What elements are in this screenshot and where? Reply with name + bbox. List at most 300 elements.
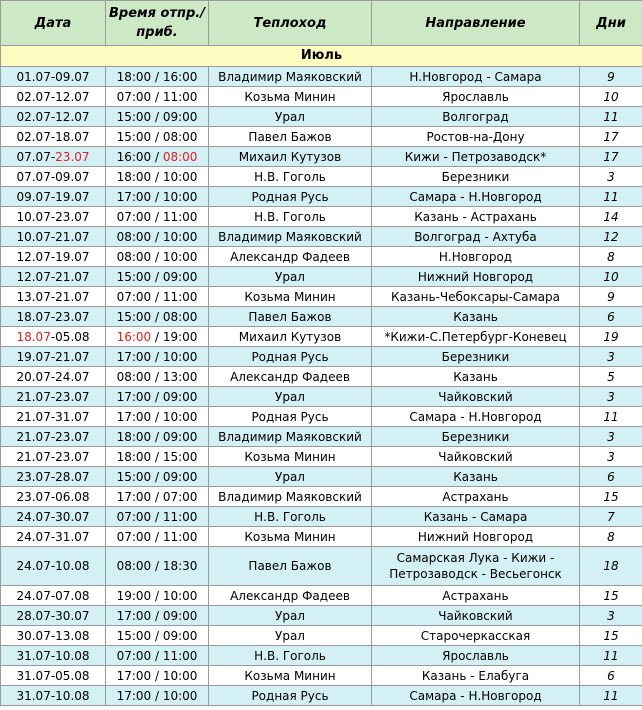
header-days: Дни xyxy=(580,1,642,46)
cell-route: Ярославль xyxy=(372,646,580,666)
time-arrive: 19:00 xyxy=(162,329,198,344)
cell-days: 10 xyxy=(580,267,642,287)
time-depart: 17:00 xyxy=(116,668,152,683)
date-end: 19.07 xyxy=(55,249,90,264)
cell-days: 18 xyxy=(580,547,642,586)
table-row xyxy=(1,307,642,327)
cell-time: 17:00 / 07:00 xyxy=(106,487,209,507)
time-depart: 19:00 xyxy=(116,588,152,603)
cell-route: Нижний Новгород xyxy=(372,527,580,547)
cell-date: 12.07-21.07 xyxy=(1,267,106,287)
time-arrive: 08:00 xyxy=(162,309,198,324)
header-time: Время отпр./приб. xyxy=(106,1,209,46)
cell-time: 08:00 / 10:00 xyxy=(106,227,209,247)
time-arrive: 11:00 xyxy=(162,509,198,524)
table-row xyxy=(1,527,642,547)
cell-days: 15 xyxy=(580,626,642,646)
date-end: 09.07 xyxy=(55,169,90,184)
cell-ship: Михаил Кутузов xyxy=(209,327,372,347)
table-row xyxy=(1,387,642,407)
table-row xyxy=(1,407,642,427)
cell-date: 10.07-23.07 xyxy=(1,207,106,227)
cell-date: 23.07-06.08 xyxy=(1,487,106,507)
cell-ship: Урал xyxy=(209,606,372,626)
cell-days: 17 xyxy=(580,147,642,167)
cell-ship: Н.В. Гоголь xyxy=(209,207,372,227)
date-end: 09.07 xyxy=(55,69,90,84)
table-row xyxy=(1,187,642,207)
time-arrive: 10:00 xyxy=(162,249,198,264)
cell-date: 13.07-21.07 xyxy=(1,287,106,307)
date-end: 10.08 xyxy=(55,559,90,573)
date-start: 12.07 xyxy=(16,249,51,264)
cell-time: 07:00 / 11:00 xyxy=(106,287,209,307)
cell-days: 8 xyxy=(580,247,642,267)
cell-time: 15:00 / 09:00 xyxy=(106,626,209,646)
cell-route: Ростов-на-Дону xyxy=(372,127,580,147)
cell-route: Казань - Елабуга xyxy=(372,666,580,686)
cell-time: 18:00 / 16:00 xyxy=(106,67,209,87)
cell-route: *Кижи-С.Петербург-Коневец xyxy=(372,327,580,347)
time-depart: 16:00 xyxy=(116,329,152,344)
table-row xyxy=(1,247,642,267)
time-depart: 08:00 xyxy=(116,249,152,264)
cell-time: 07:00 / 11:00 xyxy=(106,207,209,227)
header-route: Направление xyxy=(372,1,580,46)
cell-route: Самара - Н.Новгород xyxy=(372,686,580,706)
cell-date: 01.07-09.07 xyxy=(1,67,106,87)
cell-date: 02.07-12.07 xyxy=(1,87,106,107)
cell-date: 02.07-12.07 xyxy=(1,107,106,127)
time-depart: 07:00 xyxy=(116,289,152,304)
cell-date: 09.07-19.07 xyxy=(1,187,106,207)
cell-days: 14 xyxy=(580,207,642,227)
cell-route: Н.Новгород xyxy=(372,247,580,267)
date-start: 07.07 xyxy=(16,169,51,184)
cell-ship: Урал xyxy=(209,387,372,407)
time-arrive: 09:00 xyxy=(162,269,198,284)
cell-time: 08:00 / 18:30 xyxy=(106,547,209,586)
cell-ship: Урал xyxy=(209,467,372,487)
date-end: 12.07 xyxy=(55,89,90,104)
cell-ship: Н.В. Гоголь xyxy=(209,167,372,187)
time-arrive: 10:00 xyxy=(162,409,198,424)
cell-ship: Козьма Минин xyxy=(209,287,372,307)
date-start: 09.07 xyxy=(16,189,51,204)
date-start: 10.07 xyxy=(16,229,51,244)
table-row xyxy=(1,287,642,307)
cell-date: 10.07-21.07 xyxy=(1,227,106,247)
cell-ship: Урал xyxy=(209,267,372,287)
date-end: 21.07 xyxy=(55,289,90,304)
cell-days: 19 xyxy=(580,327,642,347)
cell-route: Чайковский xyxy=(372,606,580,626)
table-row xyxy=(1,666,642,686)
cell-route: Нижний Новгород xyxy=(372,267,580,287)
cell-days: 9 xyxy=(580,67,642,87)
time-arrive: 09:00 xyxy=(162,109,198,124)
cell-date: 31.07-05.08 xyxy=(1,666,106,686)
date-end: 23.07 xyxy=(55,449,90,464)
cell-days: 6 xyxy=(580,467,642,487)
table-row xyxy=(1,427,642,447)
cell-route: Астрахань xyxy=(372,487,580,507)
date-end: 31.07 xyxy=(55,409,90,424)
header-row xyxy=(1,1,642,46)
time-arrive: 16:00 xyxy=(162,69,198,84)
cell-days: 11 xyxy=(580,407,642,427)
cell-date: 18.07-05.08 xyxy=(1,327,106,347)
date-end: 21.07 xyxy=(55,349,90,364)
date-start: 31.07 xyxy=(16,688,51,703)
cell-days: 10 xyxy=(580,87,642,107)
cell-time: 07:00 / 11:00 xyxy=(106,646,209,666)
cell-ship: Павел Бажов xyxy=(209,547,372,586)
cell-date: 21.07-23.07 xyxy=(1,387,106,407)
cell-ship: Родная Русь xyxy=(209,686,372,706)
cell-days: 12 xyxy=(580,227,642,247)
cell-time: 16:00 / 19:00 xyxy=(106,327,209,347)
time-depart: 08:00 xyxy=(116,229,152,244)
time-arrive: 11:00 xyxy=(162,209,198,224)
table-row xyxy=(1,347,642,367)
cell-days: 3 xyxy=(580,606,642,626)
time-depart: 07:00 xyxy=(116,509,152,524)
time-arrive: 11:00 xyxy=(162,648,198,663)
date-end: 10.08 xyxy=(55,688,90,703)
time-depart: 15:00 xyxy=(116,469,152,484)
date-end: 23.07 xyxy=(55,429,90,444)
cell-ship: Александр Фадеев xyxy=(209,586,372,606)
cell-ship: Урал xyxy=(209,626,372,646)
schedule-body xyxy=(1,46,642,706)
cell-time: 17:00 / 10:00 xyxy=(106,686,209,706)
time-depart: 17:00 xyxy=(116,189,152,204)
cell-date: 23.07-28.07 xyxy=(1,467,106,487)
time-arrive: 09:00 xyxy=(162,469,198,484)
time-arrive: 09:00 xyxy=(162,628,198,643)
time-arrive: 10:00 xyxy=(162,169,198,184)
cell-time: 15:00 / 09:00 xyxy=(106,467,209,487)
cell-time: 15:00 / 08:00 xyxy=(106,127,209,147)
time-depart: 07:00 xyxy=(116,648,152,663)
cell-time: 08:00 / 10:00 xyxy=(106,247,209,267)
time-arrive: 11:00 xyxy=(162,289,198,304)
date-end: 28.07 xyxy=(55,469,90,484)
table-row xyxy=(1,606,642,626)
table-row xyxy=(1,327,642,347)
cell-route: Казань xyxy=(372,307,580,327)
cell-days: 11 xyxy=(580,107,642,127)
cell-route: Самара - Н.Новгород xyxy=(372,187,580,207)
cell-days: 17 xyxy=(580,127,642,147)
date-end: 24.07 xyxy=(55,369,90,384)
table-row xyxy=(1,447,642,467)
date-start: 31.07 xyxy=(16,668,51,683)
time-depart: 08:00 xyxy=(116,559,152,573)
table-row xyxy=(1,147,642,167)
time-depart: 07:00 xyxy=(116,209,152,224)
table-row xyxy=(1,547,642,586)
date-start: 02.07 xyxy=(16,109,51,124)
cell-days: 5 xyxy=(580,367,642,387)
cell-days: 3 xyxy=(580,427,642,447)
cell-ship: Урал xyxy=(209,107,372,127)
table-row xyxy=(1,207,642,227)
cell-date: 24.07-07.08 xyxy=(1,586,106,606)
cell-date: 24.07-30.07 xyxy=(1,507,106,527)
date-start: 18.07 xyxy=(16,309,51,324)
date-end: 21.07 xyxy=(55,229,90,244)
cell-route: Чайковский xyxy=(372,447,580,467)
cell-ship: Н.В. Гоголь xyxy=(209,646,372,666)
cell-ship: Родная Русь xyxy=(209,407,372,427)
date-start: 24.07 xyxy=(16,559,51,573)
date-end: 10.08 xyxy=(55,648,90,663)
date-start: 10.07 xyxy=(16,209,51,224)
date-end: 21.07 xyxy=(55,269,90,284)
cell-days: 3 xyxy=(580,167,642,187)
cell-ship: Родная Русь xyxy=(209,187,372,207)
cell-days: 11 xyxy=(580,646,642,666)
time-arrive: 10:00 xyxy=(162,688,198,703)
table-row xyxy=(1,367,642,387)
date-start: 23.07 xyxy=(16,489,51,504)
cell-time: 17:00 / 10:00 xyxy=(106,407,209,427)
month-row xyxy=(1,46,642,67)
cell-ship: Н.В. Гоголь xyxy=(209,507,372,527)
date-start: 02.07 xyxy=(16,129,51,144)
cell-time: 15:00 / 09:00 xyxy=(106,267,209,287)
date-end: 18.07 xyxy=(55,129,90,144)
cell-date: 28.07-30.07 xyxy=(1,606,106,626)
cell-days: 6 xyxy=(580,307,642,327)
cell-ship: Михаил Кутузов xyxy=(209,147,372,167)
date-start: 18.07 xyxy=(16,329,51,344)
table-row xyxy=(1,267,642,287)
cell-date: 21.07-31.07 xyxy=(1,407,106,427)
cell-time: 18:00 / 15:00 xyxy=(106,447,209,467)
time-arrive: 09:00 xyxy=(162,389,198,404)
date-end: 12.07 xyxy=(55,109,90,124)
date-end: 23.07 xyxy=(55,209,90,224)
date-start: 02.07 xyxy=(16,89,51,104)
cell-ship: Владимир Маяковский xyxy=(209,67,372,87)
date-end: 31.07 xyxy=(55,529,90,544)
time-depart: 15:00 xyxy=(116,628,152,643)
cell-time: 18:00 / 10:00 xyxy=(106,167,209,187)
cell-time: 17:00 / 09:00 xyxy=(106,387,209,407)
date-start: 21.07 xyxy=(16,409,51,424)
cell-route: Березники xyxy=(372,347,580,367)
cell-date: 20.07-24.07 xyxy=(1,367,106,387)
cell-days: 3 xyxy=(580,347,642,367)
time-depart: 18:00 xyxy=(116,449,152,464)
time-depart: 17:00 xyxy=(116,349,152,364)
date-start: 19.07 xyxy=(16,349,51,364)
time-arrive: 10:00 xyxy=(162,229,198,244)
cell-route: Волгоград xyxy=(372,107,580,127)
table-row xyxy=(1,167,642,187)
time-arrive: 18:30 xyxy=(162,559,198,573)
time-depart: 17:00 xyxy=(116,409,152,424)
table-row xyxy=(1,467,642,487)
date-start: 30.07 xyxy=(16,628,51,643)
cell-days: 7 xyxy=(580,507,642,527)
time-arrive: 08:00 xyxy=(162,129,198,144)
cell-route: Березники xyxy=(372,167,580,187)
cell-time: 17:00 / 10:00 xyxy=(106,347,209,367)
cell-ship: Козьма Минин xyxy=(209,666,372,686)
date-start: 28.07 xyxy=(16,608,51,623)
cell-route: Кижи - Петрозаводск* xyxy=(372,147,580,167)
time-depart: 07:00 xyxy=(116,529,152,544)
time-arrive: 13:00 xyxy=(162,369,198,384)
cell-route: Ярославль xyxy=(372,87,580,107)
cell-ship: Павел Бажов xyxy=(209,307,372,327)
time-arrive: 10:00 xyxy=(162,349,198,364)
cell-route: Самарская Лука - Кижи - Петрозаводск - Весьегонск xyxy=(372,547,580,586)
table-row xyxy=(1,586,642,606)
cell-date: 30.07-13.08 xyxy=(1,626,106,646)
time-arrive: 09:00 xyxy=(162,608,198,623)
table-row xyxy=(1,686,642,706)
cell-time: 08:00 / 13:00 xyxy=(106,367,209,387)
cell-route: Казань xyxy=(372,467,580,487)
cell-ship: Владимир Маяковский xyxy=(209,487,372,507)
date-start: 21.07 xyxy=(16,449,51,464)
cell-days: 3 xyxy=(580,447,642,467)
time-depart: 15:00 xyxy=(116,269,152,284)
table-row xyxy=(1,87,642,107)
cell-date: 18.07-23.07 xyxy=(1,307,106,327)
cell-time: 18:00 / 09:00 xyxy=(106,427,209,447)
cell-time: 07:00 / 11:00 xyxy=(106,87,209,107)
date-end: 23.07 xyxy=(55,309,90,324)
date-start: 24.07 xyxy=(16,509,51,524)
table-row xyxy=(1,646,642,666)
cell-time: 07:00 / 11:00 xyxy=(106,527,209,547)
cell-route: Чайковский xyxy=(372,387,580,407)
cell-ship: Козьма Минин xyxy=(209,87,372,107)
time-depart: 17:00 xyxy=(116,688,152,703)
cell-ship: Козьма Минин xyxy=(209,527,372,547)
header-ship: Теплоход xyxy=(209,1,372,46)
time-depart: 15:00 xyxy=(116,309,152,324)
cell-days: 9 xyxy=(580,287,642,307)
cell-route: Казань xyxy=(372,367,580,387)
cell-date: 24.07-31.07 xyxy=(1,527,106,547)
date-start: 31.07 xyxy=(16,648,51,663)
cell-days: 3 xyxy=(580,387,642,407)
date-end: 07.08 xyxy=(55,588,90,603)
cell-route: Казань - Астрахань xyxy=(372,207,580,227)
date-end: 30.07 xyxy=(55,608,90,623)
cell-ship: Родная Русь xyxy=(209,347,372,367)
cell-time: 17:00 / 10:00 xyxy=(106,187,209,207)
cell-days: 11 xyxy=(580,187,642,207)
time-arrive: 15:00 xyxy=(162,449,198,464)
table-row xyxy=(1,67,642,87)
table-row xyxy=(1,127,642,147)
date-end: 05.08 xyxy=(55,668,90,683)
cell-ship: Владимир Маяковский xyxy=(209,227,372,247)
date-start: 21.07 xyxy=(16,429,51,444)
cell-ship: Владимир Маяковский xyxy=(209,427,372,447)
time-arrive: 10:00 xyxy=(162,189,198,204)
date-end: 05.08 xyxy=(55,329,90,344)
cell-time: 15:00 / 08:00 xyxy=(106,307,209,327)
cell-date: 07.07-09.07 xyxy=(1,167,106,187)
date-start: 13.07 xyxy=(16,289,51,304)
cell-route: Казань - Самара xyxy=(372,507,580,527)
time-arrive: 11:00 xyxy=(162,529,198,544)
cell-time: 19:00 / 10:00 xyxy=(106,586,209,606)
cell-route: Казань-Чебоксары-Самара xyxy=(372,287,580,307)
time-depart: 08:00 xyxy=(116,369,152,384)
cell-time: 15:00 / 09:00 xyxy=(106,107,209,127)
cell-date: 24.07-10.08 xyxy=(1,547,106,586)
table-row xyxy=(1,507,642,527)
date-end: 06.08 xyxy=(55,489,90,504)
table-row xyxy=(1,626,642,646)
time-arrive: 11:00 xyxy=(162,89,198,104)
cell-time: 07:00 / 11:00 xyxy=(106,507,209,527)
cell-route: Волгоград - Ахтуба xyxy=(372,227,580,247)
time-depart: 17:00 xyxy=(116,389,152,404)
time-arrive: 07:00 xyxy=(162,489,198,504)
date-start: 24.07 xyxy=(16,529,51,544)
cell-days: 15 xyxy=(580,586,642,606)
cell-days: 11 xyxy=(580,686,642,706)
cell-route: Березники xyxy=(372,427,580,447)
time-depart: 17:00 xyxy=(116,489,152,504)
cell-ship: Павел Бажов xyxy=(209,127,372,147)
month-label: Июль xyxy=(1,46,642,67)
date-end: 23.07 xyxy=(55,149,90,164)
cell-date: 31.07-10.08 xyxy=(1,646,106,666)
time-arrive: 10:00 xyxy=(162,668,198,683)
table-row xyxy=(1,227,642,247)
date-start: 24.07 xyxy=(16,588,51,603)
date-start: 23.07 xyxy=(16,469,51,484)
cell-days: 15 xyxy=(580,487,642,507)
cell-date: 19.07-21.07 xyxy=(1,347,106,367)
cell-time: 17:00 / 09:00 xyxy=(106,606,209,626)
cell-days: 8 xyxy=(580,527,642,547)
table-row xyxy=(1,487,642,507)
time-depart: 15:00 xyxy=(116,109,152,124)
time-depart: 07:00 xyxy=(116,89,152,104)
time-depart: 18:00 xyxy=(116,169,152,184)
header-date: Дата xyxy=(1,1,106,46)
cell-date: 12.07-19.07 xyxy=(1,247,106,267)
date-start: 12.07 xyxy=(16,269,51,284)
time-depart: 15:00 xyxy=(116,129,152,144)
date-start: 21.07 xyxy=(16,389,51,404)
date-start: 01.07 xyxy=(16,69,51,84)
time-depart: 18:00 xyxy=(116,69,152,84)
time-depart: 16:00 xyxy=(116,149,152,164)
cell-date: 07.07-23.07 xyxy=(1,147,106,167)
time-depart: 18:00 xyxy=(116,429,152,444)
date-end: 19.07 xyxy=(55,189,90,204)
cell-route: Астрахань xyxy=(372,586,580,606)
cell-ship: Александр Фадеев xyxy=(209,247,372,267)
cell-time: 17:00 / 10:00 xyxy=(106,666,209,686)
cell-date: 21.07-23.07 xyxy=(1,447,106,467)
time-arrive: 09:00 xyxy=(162,429,198,444)
